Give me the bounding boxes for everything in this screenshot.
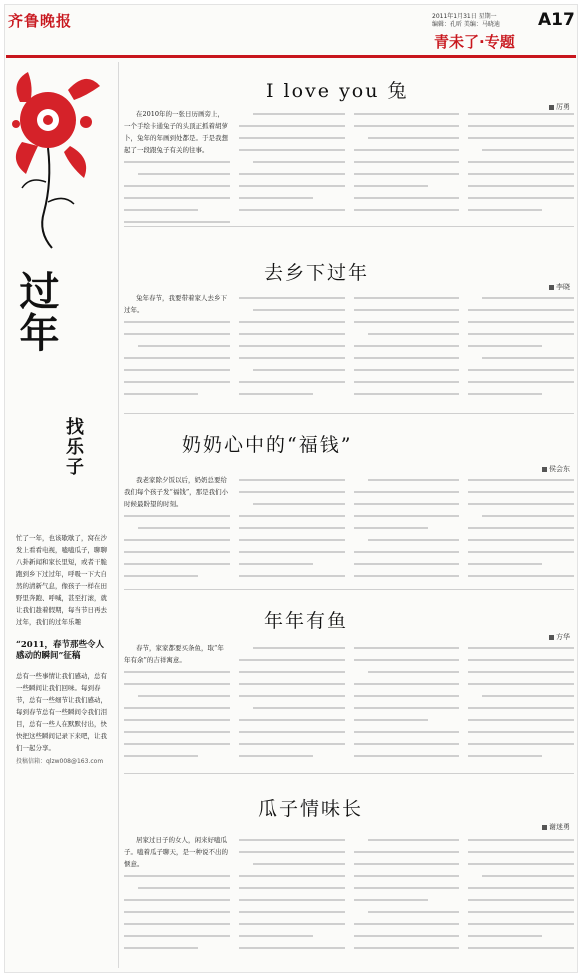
article-body <box>124 474 574 586</box>
article-grandma-money <box>124 420 574 590</box>
header-rule <box>6 55 576 58</box>
article-i-love-you-rabbit <box>124 62 574 227</box>
article-rule <box>124 589 574 590</box>
article-lead: 春节，家家都要买条鱼，取“年年有余”的吉祥寓意。 <box>124 644 224 664</box>
article-title: 奶奶心中的“福钱” <box>182 434 353 456</box>
article-melon-seeds <box>124 780 574 970</box>
decorative-flower-illustration <box>8 62 110 252</box>
article-country-new-year <box>124 232 574 414</box>
date-line: 2011年1月31日 星期一 <box>432 13 497 20</box>
article-author: 方华 <box>549 632 570 642</box>
feature-title: 过年 <box>13 270 60 354</box>
article-rule <box>124 226 574 227</box>
feature-author: 找乐子 <box>63 417 84 477</box>
article-body <box>124 642 574 770</box>
article-title: 瓜子情味长 <box>258 798 364 820</box>
issue-info <box>432 13 532 29</box>
page-number: A17 <box>538 10 575 30</box>
section-title: 青未了·专题 <box>434 33 515 51</box>
feature-column <box>8 62 110 968</box>
article-fish-every-year <box>124 594 574 774</box>
article-body <box>124 834 574 966</box>
article-title: I love you 兔 <box>266 80 409 102</box>
article-lead: 我老家除夕饭以后，奶奶总要给我们每个孩子发“福钱”，那是我们小时候最盼望的时刻。 <box>124 476 229 508</box>
call-for-submissions <box>16 640 108 765</box>
article-rule <box>124 773 574 774</box>
article-title: 去乡下过年 <box>264 262 370 284</box>
sidebar-title: “2011，春节那些令人感动的瞬间”征稿 <box>16 640 105 661</box>
editor-line: 编辑：孔昕 美编：马晓迪 <box>432 21 500 28</box>
article-lead: 居家过日子的女人，闲来好嗑瓜子。嗑着瓜子聊天，是一种说不出的惬意。 <box>124 836 228 868</box>
article-author: 李晓 <box>549 282 570 292</box>
newspaper-logo: 齐鲁晚报 <box>8 12 73 30</box>
article-title: 年年有鱼 <box>264 610 349 632</box>
article-rule <box>124 413 574 414</box>
feature-intro: 忙了一年，也该歇歇了，窝在沙发上看看电视，嗑嗑瓜子，聊聊八卦新闻和家长里短，或者干脆跑到乡下过过年，呼吸一下大自然的清新气息，像孩子一样在田野里奔跑、呼喊，甚至打滚，就让我们趁着假期，每当节日再去过年，我们的过年乐趣 <box>16 534 107 626</box>
submission-email: 投稿信箱：qlzw008@163.com <box>16 758 104 765</box>
article-body <box>124 108 574 226</box>
article-author: 厉勇 <box>549 102 570 112</box>
article-lead: 兔年春节，我要带着家人去乡下过年。 <box>124 294 227 314</box>
column-divider <box>118 62 119 968</box>
article-author: 谢迷勇 <box>542 822 570 832</box>
article-body <box>124 292 574 410</box>
sidebar-body: 总有一些事情让我们感动，总有一些瞬间让我们回味。每到春节，总有一些细节让我们感动，每到春节总有一些瞬间令我们泪目，总有一些人在默默付出，快快把这些瞬间记录下来吧，让我们一起分享。 <box>16 672 107 752</box>
article-lead: 在2010年的一张日历画旁上，一个手绘卡通兔子的头顶正抓着胡萝卜，兔年的年画到处都是。于是我想起了一段跟兔子有关的往事。 <box>124 110 228 154</box>
article-author: 侯会东 <box>542 464 570 474</box>
